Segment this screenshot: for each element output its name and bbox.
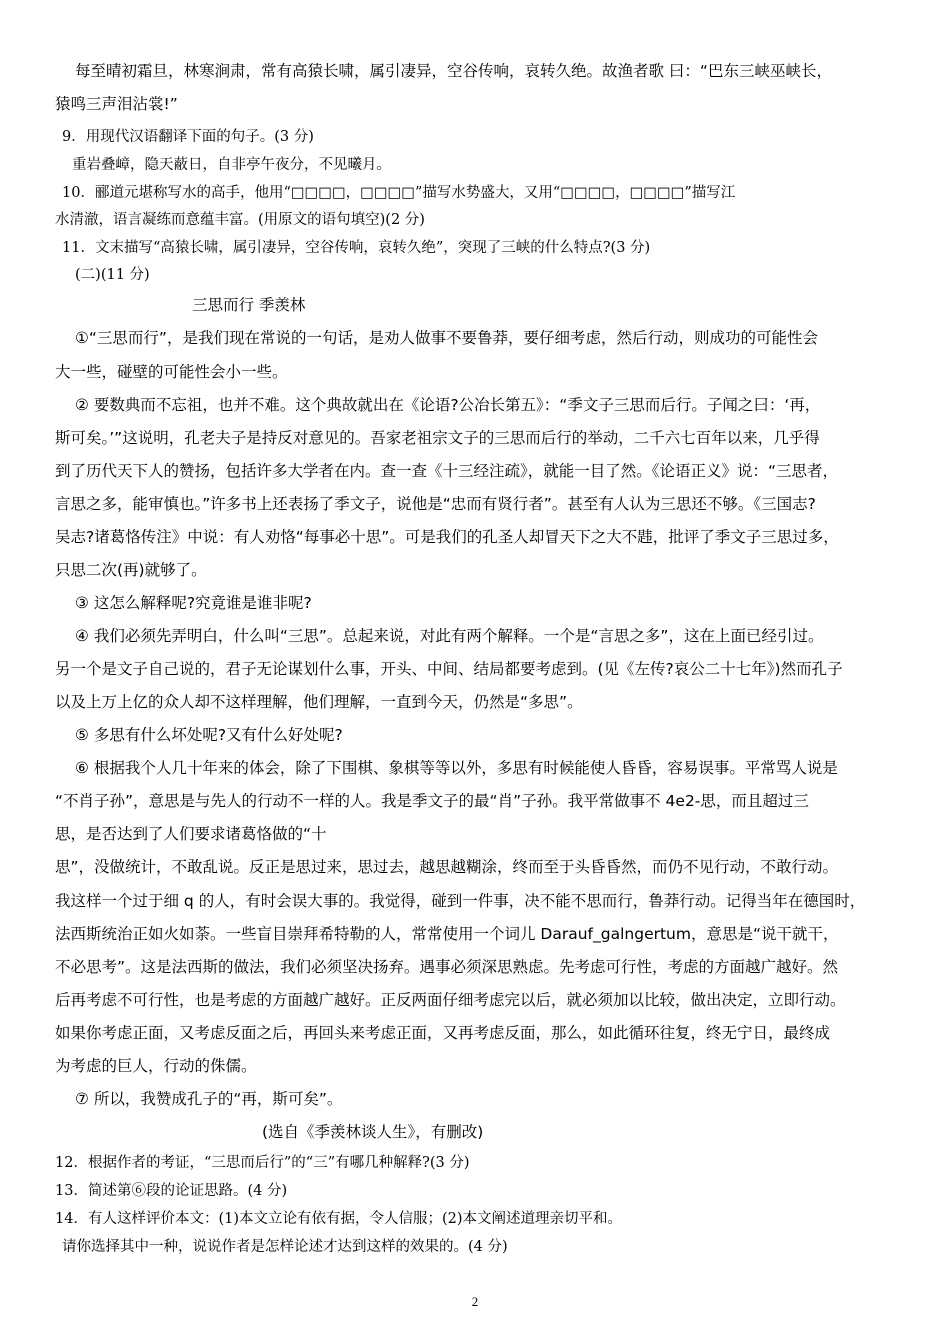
text-line: 每至晴初霜旦，林寒涧肃，常有高猿长啸，属引凄异，空谷传响，哀转久绝。故渔者歌 曰：“巴东三峡巫峡长， [75,62,832,80]
text-line: ⑥ 根据我个人几十年来的体会，除了下围棋、象棋等等以外，多思有时候能使人昏昏，容易误事。平常骂人说是 [75,759,838,777]
text-line: 后再考虑不可行性，也是考虑的方面越广越好。正反两面仔细考虑完以后，就必须加以比较，做出决定，立即行动。 [55,991,846,1009]
text-line: 另一个是文子自己说的，君子无论谋划什么事，开头、中间、结局都要考虑到。(见《左传?哀公二十七年》)然而孔子 [55,660,843,678]
text-line: 12．根据作者的考证，“三思而后行”的“三”有哪几种解释?(3 分) [55,1155,470,1171]
text-line: 猿鸣三声泪沾裳!” [55,95,178,113]
text-line: 10．郦道元堪称写水的高手，他用“□□□□，□□□□”描写水势盛大，又用“□□□□，□□□□”描写江 [62,185,736,201]
text-line: “不肖子孙”，意思是与先人的行动不一样的人。我是季文子的最“肖”子孙。我平常做事不 4e2-思，而且超过三 [55,792,809,810]
text-line: 三思而行 季羡林 [192,296,306,314]
text-line: ④ 我们必须先弄明白，什么叫“三思”。总起来说，对此有两个解释。一个是“言思之多”，这在上面已经引过。 [75,627,824,645]
text-line: 13．简述第⑥段的论证思路。(4 分) [55,1183,288,1199]
text-line: 为考虑的巨人，行动的侏儒。 [55,1057,257,1075]
text-line: 不必思考”。这是法西斯的做法，我们必须坚决扬弃。遇事必须深思熟虑。先考虑可行性，考虑的方面越广越好。然 [55,958,839,976]
text-line: 法西斯统治正如火如荼。一些盲目崇拜希特勒的人，常常使用一个词儿 Darauf_galngertum，意思是“说干就干， [55,925,839,943]
text-line: ⑤ 多思有什么坏处呢?又有什么好处呢? [75,726,343,744]
text-line: ⑦ 所以，我赞成孔子的“再，斯可矣”。 [75,1090,343,1108]
text-line: 9．用现代汉语翻译下面的句子。(3 分) [62,129,314,145]
text-line: 14．有人这样评价本文：(1)本文立论有依有据，令人信服；(2)本文阐述道理亲切平和。 [55,1211,623,1227]
text-line: 思，是否达到了人们要求诸葛恪做的“十 [55,825,327,843]
page-number: 2 [471,1294,479,1309]
text-line: 思”，没做统计，不敢乱说。反正是思过来，思过去，越思越糊涂，终而至于头昏昏然，而仍不见行动，不敢行动。 [55,858,839,876]
text-line: 言思之多，能审慎也。”许多书上还表扬了季文子，说他是“忠而有贤行者”。甚至有人认为三思还不够。《三国志? [55,495,816,513]
text-line: 11．文末描写“高猿长啸，属引凄异，空谷传响，哀转久绝”，突现了三峡的什么特点?(3 分) [62,240,651,256]
text-line: 斯可矣。’”这说明，孔老夫子是持反对意见的。吾家老祖宗文子的三思而后行的举动，二千六七百年以来，几乎得 [55,429,820,447]
text-line: 吴志?诸葛恪传注》中说：有人劝恪“每事必十思”。可是我们的孔圣人却冒天下之大不韪，批评了季文子三思过多， [55,528,839,546]
text-line: 只思二次(再)就够了。 [55,561,207,579]
text-line: (选自《季羡林谈人生》，有删改) [262,1123,484,1141]
text-line: 大一些，碰壁的可能性会小一些。 [55,363,288,381]
text-line: 以及上万上亿的众人却不这样理解，他们理解，一直到今天，仍然是“多思”。 [55,693,583,711]
text-line: ①“三思而行”，是我们现在常说的一句话，是劝人做事不要鲁莽，要仔细考虑，然后行动，则成功的可能性会 [75,329,818,347]
text-line: 我这样一个过于细 q 的人，有时会误大事的。我觉得，碰到一件事，决不能不思而行，鲁莽行动。记得当年在德国时， [55,892,866,910]
text-line: (二)(11 分) [75,267,150,283]
text-line: ③ 这怎么解释呢?究竟谁是谁非呢? [75,594,312,612]
text-line: 水清澈，语言凝练而意蕴丰富。(用原文的语句填空)(2 分) [55,212,425,228]
text-line: ② 要数典而不忘祖，也并不难。这个典故就出在《论语?公冶长第五》：“季文子三思而后行。子闻之曰：‘再， [75,396,821,414]
text-line: 请你选择其中一种，说说作者是怎样论述才达到这样的效果的。(4 分) [62,1239,508,1255]
text-line: 如果你考虑正面，又考虑反面之后，再回头来考虑正面，又再考虑反面，那么，如此循环往复，终无宁日，最终成 [55,1024,831,1042]
text-line: 重岩叠嶂，隐天蔽日，自非亭午夜分，不见曦月。 [72,157,391,173]
text-line: 到了历代天下人的赞扬，包括许多大学者在内。查一查《十三经注疏》，就能一目了然。《论语正义》说：“三思者， [55,462,839,480]
